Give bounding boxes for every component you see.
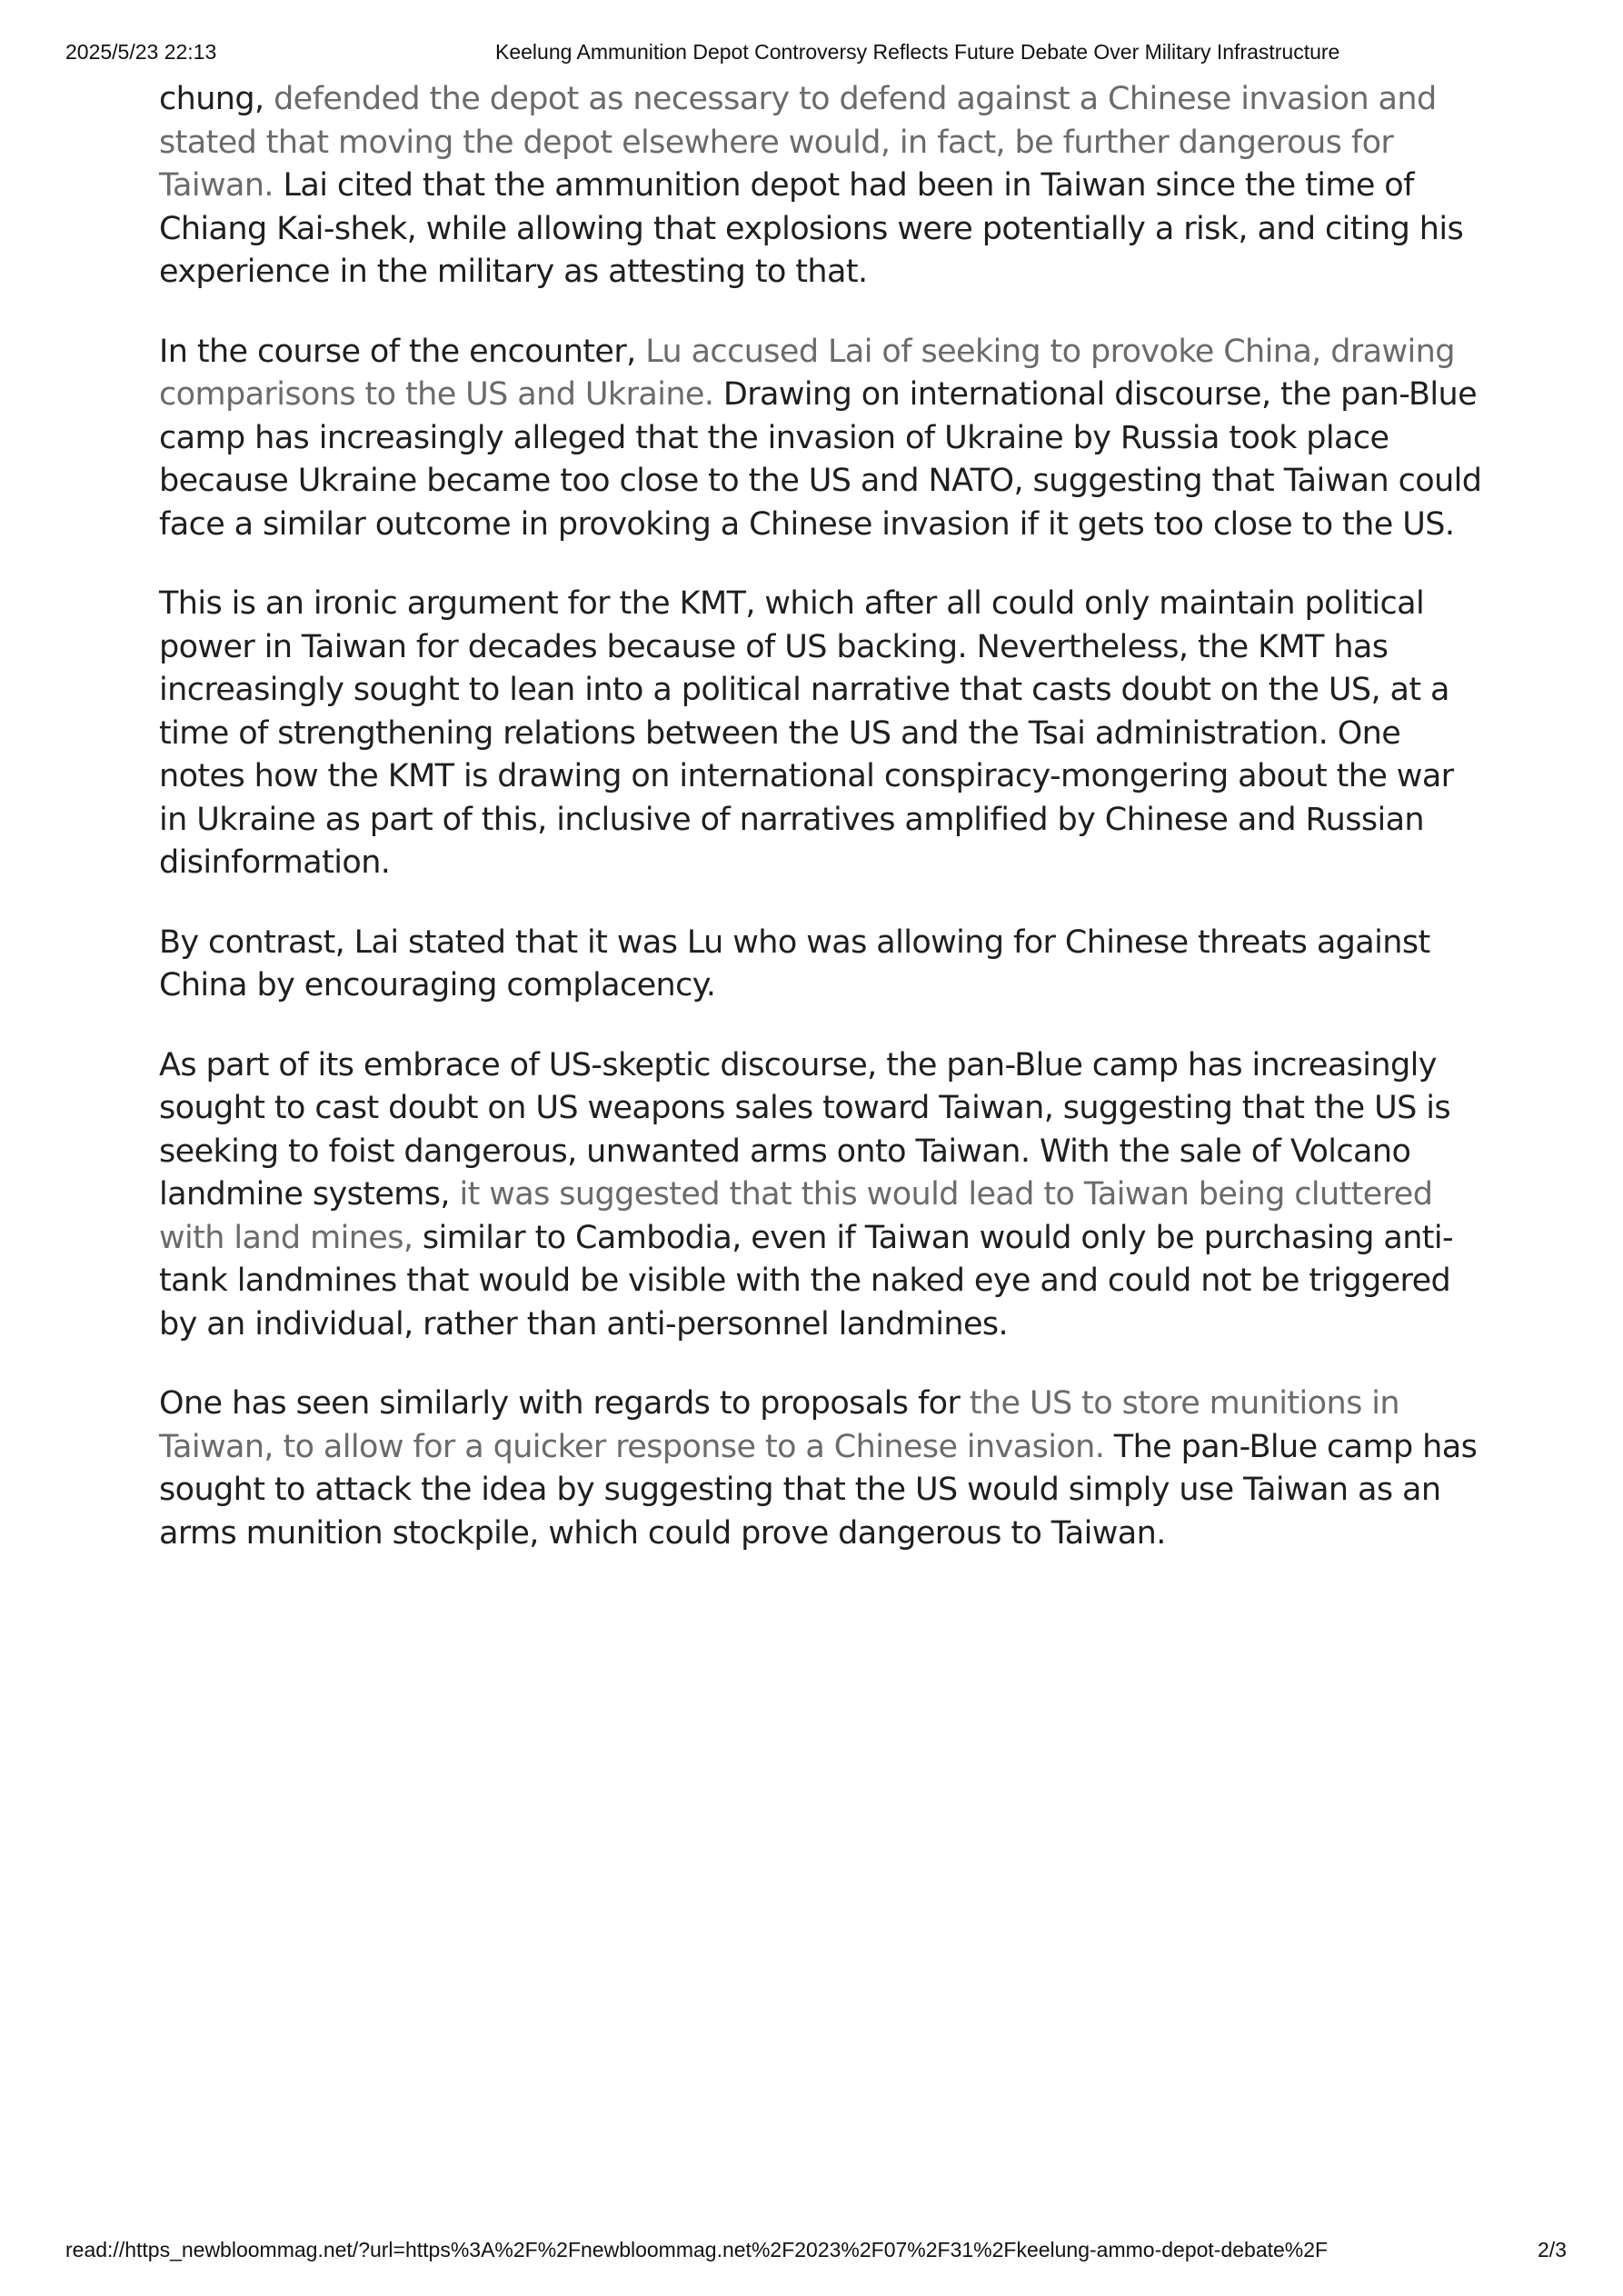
print-page-title: Keelung Ammunition Depot Controversy Reflects Future Debate Over Military Infrastructure — [495, 40, 1340, 64]
paragraph-4 — [159, 922, 1486, 1008]
paragraph-3 — [159, 583, 1486, 885]
paragraph-text: This is an ironic argument for the KMT, which after all could only maintain political power in Taiwan for decades because of US backing. Nevertheless, the KMT has increasingly sought to lean into a political narrative that casts doubt on the US, at a time of strengthening relations between the US and the Tsai administration. One notes how the KMT is drawing on international conspiracy-mongering about the war in Ukraine as part of this, inclusive of narratives amplified by Chinese and Russian disinformation. — [159, 585, 1454, 881]
paragraph-text: Lai cited that the ammunition depot had been in Taiwan since the time of Chiang Kai-shek, while allowing that explosions were potentially a risk, and citing his experience in the military as attesting to that. — [159, 167, 1464, 290]
paragraph-1 — [159, 78, 1486, 294]
paragraph-text: The pan-Blue camp has sought to attack the idea by suggesting that the US would simply use Taiwan as an arms munition stockpile, which could prove dangerous to Taiwan. — [159, 1428, 1478, 1552]
print-datetime: 2025/5/23 22:13 — [65, 40, 217, 64]
inline-link[interactable]: it was suggested that this would lead to Taiwan being cluttered with land mines, — [159, 1176, 1433, 1256]
paragraph-2 — [159, 331, 1486, 547]
paragraph-text: One has seen similarly with regards to proposals for — [159, 1385, 970, 1422]
print-url: read://https_newbloommag.net/?url=https%3A%2F%2Fnewbloommag.net%2F2023%2F07%2F31%2Fkeelung-ammo-depot-debate%2F — [65, 2238, 1329, 2261]
print-footer — [0, 2238, 1623, 2269]
inline-link[interactable]: the US to store munitions in Taiwan, to allow for a quicker response to a Chinese invasion. — [159, 1385, 1399, 1465]
page-number: 2/3 — [1538, 2238, 1567, 2261]
article-body — [159, 78, 1486, 1592]
paragraph-text: By contrast, Lai stated that it was Lu who was allowing for Chinese threats against China by encouraging complacency. — [159, 923, 1430, 1003]
paragraph-5 — [159, 1044, 1486, 1347]
paragraph-text: Drawing on international discourse, the pan-Blue camp has increasingly alleged that the invasion of Ukraine by Russia took place because Ukraine became too close to the US and NATO, suggesting that Taiwan could face a similar outcome in provoking a Chinese invasion if it gets too close to the US. — [159, 376, 1482, 543]
inline-link[interactable]: defended the depot as necessary to defend against a Chinese invasion and stated that moving the depot elsewhere would, in fact, be further dangerous for Taiwan. — [159, 81, 1437, 204]
paragraph-text: In the course of the encounter, — [159, 333, 646, 370]
paragraph-text: similar to Cambodia, even if Taiwan would only be purchasing anti-tank landmines that would be visible with the naked eye and could not be triggered by an individual, rather than anti-personnel landmines. — [159, 1219, 1454, 1343]
inline-link[interactable]: Lu accused Lai of seeking to provoke China, drawing comparisons to the US and Ukraine. — [159, 333, 1455, 413]
paragraph-text: chung, — [159, 81, 274, 117]
paragraph-text: As part of its embrace of US-skeptic discourse, the pan-Blue camp has increasingly sought to cast doubt on US weapons sales toward Taiwan, suggesting that the US is seeking to foist dangerous, unwanted arms onto Taiwan. With the sale of Volcano landmine systems, — [159, 1046, 1451, 1213]
print-header — [0, 40, 1623, 71]
paragraph-6 — [159, 1383, 1486, 1555]
